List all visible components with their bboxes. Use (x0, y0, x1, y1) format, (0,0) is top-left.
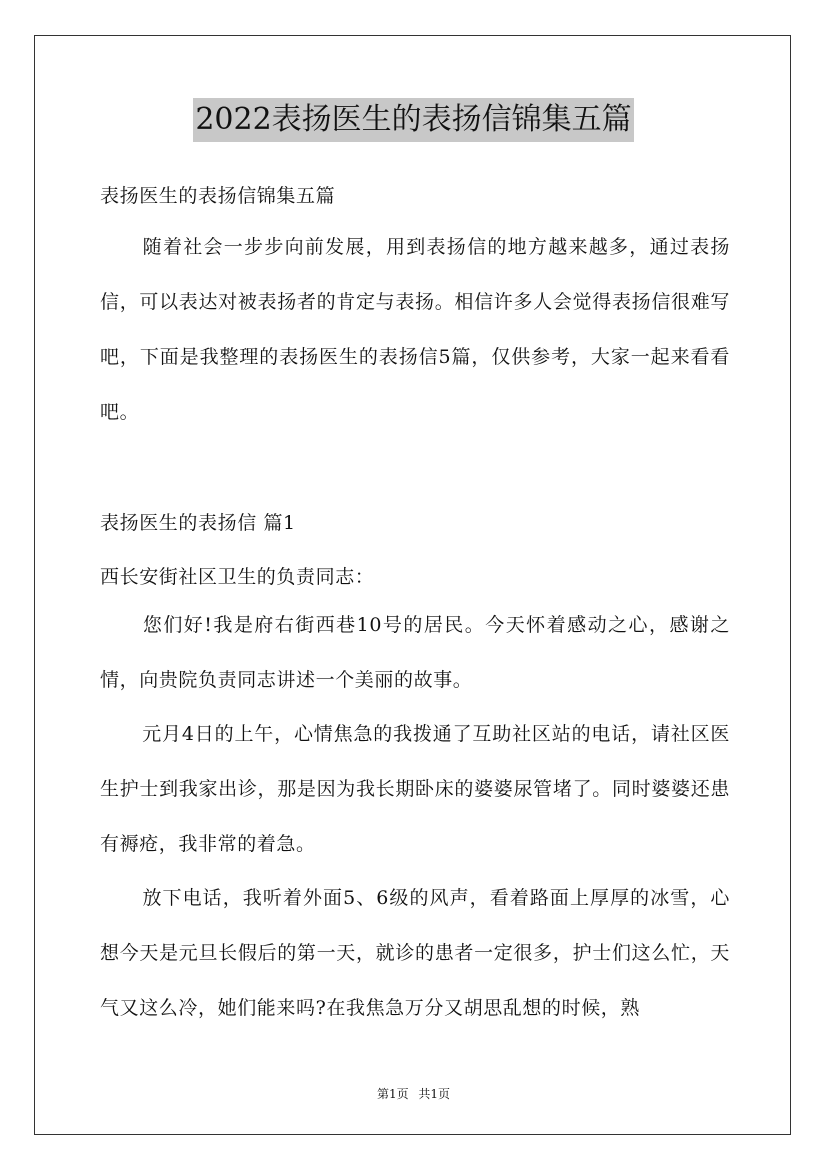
section-heading: 表扬医生的表扬信 篇1 (100, 512, 296, 534)
title-container (0, 98, 827, 142)
intro-paragraph (100, 220, 730, 440)
paragraph-2 (100, 707, 730, 872)
paragraph-2-text: 元月4日的上午，心情焦急的我拨通了互助社区站的电话，请社区医生护士到我家出诊，那是因为我长期卧床的婆婆尿管堵了。同时婆婆还患有褥疮，我非常的着急。 (100, 723, 730, 855)
page-number: 第1页 (376, 1087, 409, 1101)
salutation: 西长安街社区卫生的负责同志： (100, 566, 375, 588)
paragraph-1 (100, 598, 730, 708)
paragraph-1-text: 您们好!我是府右街西巷10号的居民。今天怀着感动之心，感谢之情，向贵院负责同志讲述一个美丽的故事。 (100, 614, 730, 691)
paragraph-3-text: 放下电话，我听着外面5、6级的风声，看着路面上厚厚的冰雪，心想今天是元旦长假后的第一天，就诊的患者一定很多，护士们这么忙，天气又这么冷，她们能来吗?在我焦急万分又胡思乱想的时候，熟 (100, 887, 730, 1019)
page-total: 共1页 (418, 1087, 451, 1101)
page-footer (0, 1085, 827, 1102)
paragraph-3 (100, 871, 730, 1036)
document-title: 2022表扬医生的表扬信锦集五篇 (193, 98, 633, 142)
intro-text: 随着社会一步步向前发展，用到表扬信的地方越来越多，通过表扬信，可以表达对被表扬者的肯定与表扬。相信许多人会觉得表扬信很难写吧，下面是我整理的表扬医生的表扬信5篇，仅供参考，大家一起来看看吧。 (100, 236, 730, 423)
subtitle: 表扬医生的表扬信锦集五篇 (100, 185, 336, 207)
